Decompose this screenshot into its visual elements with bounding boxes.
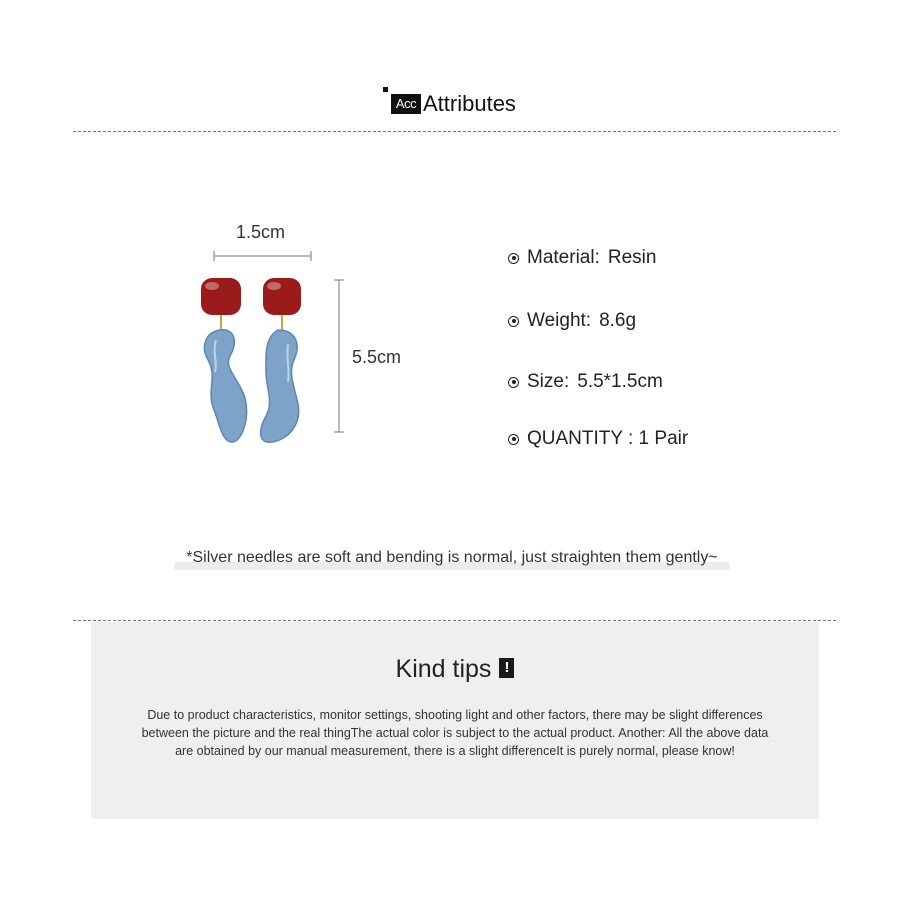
spec-quantity — [508, 425, 688, 453]
bullet-icon — [508, 377, 519, 388]
spec-label: Weight: — [527, 310, 592, 331]
exclamation-icon: ! — [499, 658, 514, 678]
spec-value: 5.5*1.5cm — [577, 371, 663, 392]
kind-tips-heading — [91, 652, 819, 686]
divider-top — [73, 131, 836, 132]
drop-right — [261, 330, 299, 442]
acc-badge: Acc — [391, 94, 421, 114]
earrings-image — [190, 220, 430, 460]
bullet-icon — [508, 316, 519, 327]
bullet-icon — [508, 434, 519, 445]
kind-tips-panel — [91, 622, 819, 819]
care-note — [174, 546, 730, 570]
drop-left — [204, 330, 246, 442]
spec-label: Size: — [527, 371, 570, 392]
spec-size — [508, 368, 663, 396]
note-text: *Silver needles are soft and bending is normal, just straighten them gently~ — [186, 549, 718, 566]
divider-middle — [73, 620, 836, 621]
kind-tips-title: Kind tips — [395, 655, 492, 683]
earring-left — [201, 278, 247, 442]
spec-material — [508, 244, 656, 272]
spec-value: 8.6g — [599, 310, 637, 331]
product-illustration — [190, 220, 430, 460]
spec-value: Resin — [607, 247, 657, 268]
spec-label: Material: — [527, 247, 600, 268]
spec-label: QUANTITY : 1 Pair — [527, 428, 689, 449]
width-label: 1.5cm — [236, 222, 286, 242]
height-label: 5.5cm — [352, 347, 402, 367]
bullet-icon — [508, 253, 519, 264]
spec-weight — [508, 307, 636, 335]
kind-tips-body: Due to product characteristics, monitor settings, shooting light and other factors, there may be slight differences between the picture and the real thingThe actual color is subject to the actual product. Another: All the above data are obtained by our manual measurement, there is a slight differenceIt is purely normal, please know! — [141, 708, 769, 758]
section-title: Attributes — [423, 91, 516, 116]
acc-mark — [383, 87, 388, 92]
earring-right — [261, 278, 301, 442]
